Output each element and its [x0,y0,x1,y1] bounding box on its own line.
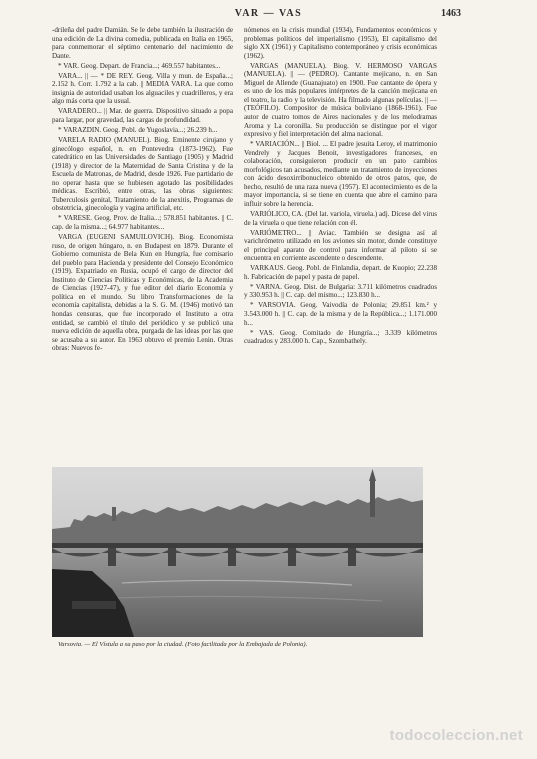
photo-tower [370,481,375,517]
entry: VARADERO... || Mar. de guerra. Dispositivo situado a popa para largar, por gravedad, las cargas de profundidad. [52,107,233,124]
photo-warsaw-vistula [52,467,423,637]
entry: VARIÓLICO, CA. (Del lat. variola, viruela.) adj. Dícese del virus de la viruela o que tiene relación con él. [244,209,437,227]
entry: VARA... || — * DE REY. Geog. Villa y mun. de España...; 2.152 h. Corr. 1.792 a la cab. || MEDIA VARA. La que como insignia de autoridad usaban los alguaciles y cuadrilleros, y era algo más corta que la usual. [52,71,233,106]
entry: * VARIACIÓN... || Biol. ... El padre jesuita Leroy, el matrimonio Vendrely y Jacques Benoit, investigadores franceses, en colaboración, consiguieron producir en un pato cambios morfológicos tan acusados, mediante un tratamiento de inyecciones con ácido desoxirribonucleico obtenido de otros patos, que, de hecho, resultó de una raza nueva (1957). El acontecimiento es de la mayor importancia, si se tiene en cuenta que abre el camino para influir sobre la herencia. [244,140,437,208]
entry: VARGAS (MANUELA). Biog. V. HERMOSO VARGAS (MANUELA). || — (PEDRO). Cantante mejicano, n. en San Miguel de Allende (Guanajuato) en 1900. Fue cantante de ópera y es uno de los más populares intérpretes de la canción mejicana en el teatro, la radio y la televisión. Ha filmado algunas películas. || — (TEÓFILO). Compositor de música boliviano (1868-1961). Fue autor de cuatro tomos de Aires nacionales y de los melodramas Aroma y La coronilla. Su producción se distingue por el vigor expresivo y fiel interpretación del alma nacional. [244,61,437,139]
entry: nómenos en la crisis mundial (1934), Fundamentos económicos y problemas políticos del imperialismo (1953), El capitalismo del siglo XX (1961) y Capitalismo contemporáneo y crisis económicas (1962). [244,26,437,60]
entry: VARGA (EUGENI SAMUILOVICH). Biog. Economista ruso, de origen húngaro, n. en Budapest en 1879. Durante el Gobierno comunista de Bela Kun en Hungría, fue comisario del pueblo para Hacienda y presidente del Consejo Económico (1919). Expatriado en Rusia, ocupó el cargo de director del Instituto de Ciencias Políticas y Económicas, de la Academia de Ciencias (1927-47), y fue editor del diario Economía y política en el mundo. Su libro Transformaciones de la economía capitalista, debidas a la S. G. M. (1946) motivó tan hondas censuras, que fue incorporado el Instituto a otra entidad, se cambió el título del periódico y se publicó una nueva edición de aquella obra, purgada de las ideas por las que se acusaba a su autor. En 1963 obtuvo el premio Lenin. Otras obras: Nuevos fe- [52,233,233,353]
entry: VARKAUS. Geog. Pobl. de Finlandia, depart. de Kuopio; 22.238 h. Fabricación de papel y pasta de papel. [244,264,437,281]
entry: * VAR. Geog. Depart. de Francia...; 469.557 habitantes... [58,61,221,70]
right-column [244,26,437,458]
photo-chimney [112,507,116,521]
entry: VARIÓMETRO... || Aviac. También se designa así al varichrómetro utilizado en los aviones sin motor, donde constituye el principal aparato de control para informar al piloto si se encuentra en corriente ascendente o descendente. [244,228,437,263]
photo-bridge-deck [52,543,423,548]
left-column [52,26,233,458]
watermark: todocoleccion.net [389,727,523,744]
running-title: VAR — VAS [234,8,303,19]
photo-bridge-pier [288,548,296,566]
entry: * VAS. Geog. Comitado de Hungría...; 3.339 kilómetros cuadrados y 283.000 h. Cap., Szombathely. [244,328,437,346]
page-number: 1463 [441,8,461,19]
photo-illustration [52,467,423,637]
photo-boat [72,601,116,609]
entry: VARELA RADIO (MANUEL). Biog. Eminente cirujano y ginecólogo español, n. en Pontevedra (1873-1962). Fue catedrático en las Universidades de Santiago (1905) y Madrid (1918) y director de la Maternidad de Santa Cristina y de la Escuela de Matronas, de Madrid, desde 1926. Fue partidario de no operar hasta que se hubiesen agotado las posibilidades médicas. Escribió, entre otras, las obras siguientes: Tuberculosis genital, Tratamiento de la anexitis, Programas de obstetricia, ginecología y vagina artificial, etc. [52,136,233,213]
running-head [0,8,537,24]
entry: * VARAZDIN. Geog. Pobl. de Yugoslavia...; 26.239 h... [58,126,218,135]
entry: * VARNA. Geog. Dist. de Bulgaria: 3.711 kilómetros cuadrados y 330.953 h. || C. cap. del mismo...; 123.830 h... [244,282,437,300]
entry: * VARESE. Geog. Prov. de Italia...; 578.851 habitantes. || C. cap. de la misma...; 64.977 habitantes... [52,214,233,232]
photo-bridge-pier [348,548,356,566]
photo-bridge-pier [228,548,236,566]
photo-bridge-pier [108,548,116,566]
photo-bridge-pier [168,548,176,566]
entry: -drileña del padre Damián. Se le debe también la ilustración de una edición de La divina comedia, publicada en Italia en 1965, para conmemorar el séptimo centenario del nacimiento de Dante. [52,26,233,60]
entry: * VARSOVIA. Geog. Vaivodía de Polonia; 29.851 km.² y 3.543.000 h. || C. cap. de la misma y de la República...; 1.171.000 h... [244,301,437,327]
photo-caption: Varsovia. — El Vístula a su paso por la ciudad. (Foto facilitada por la Embajada de Polonia). [58,641,308,648]
